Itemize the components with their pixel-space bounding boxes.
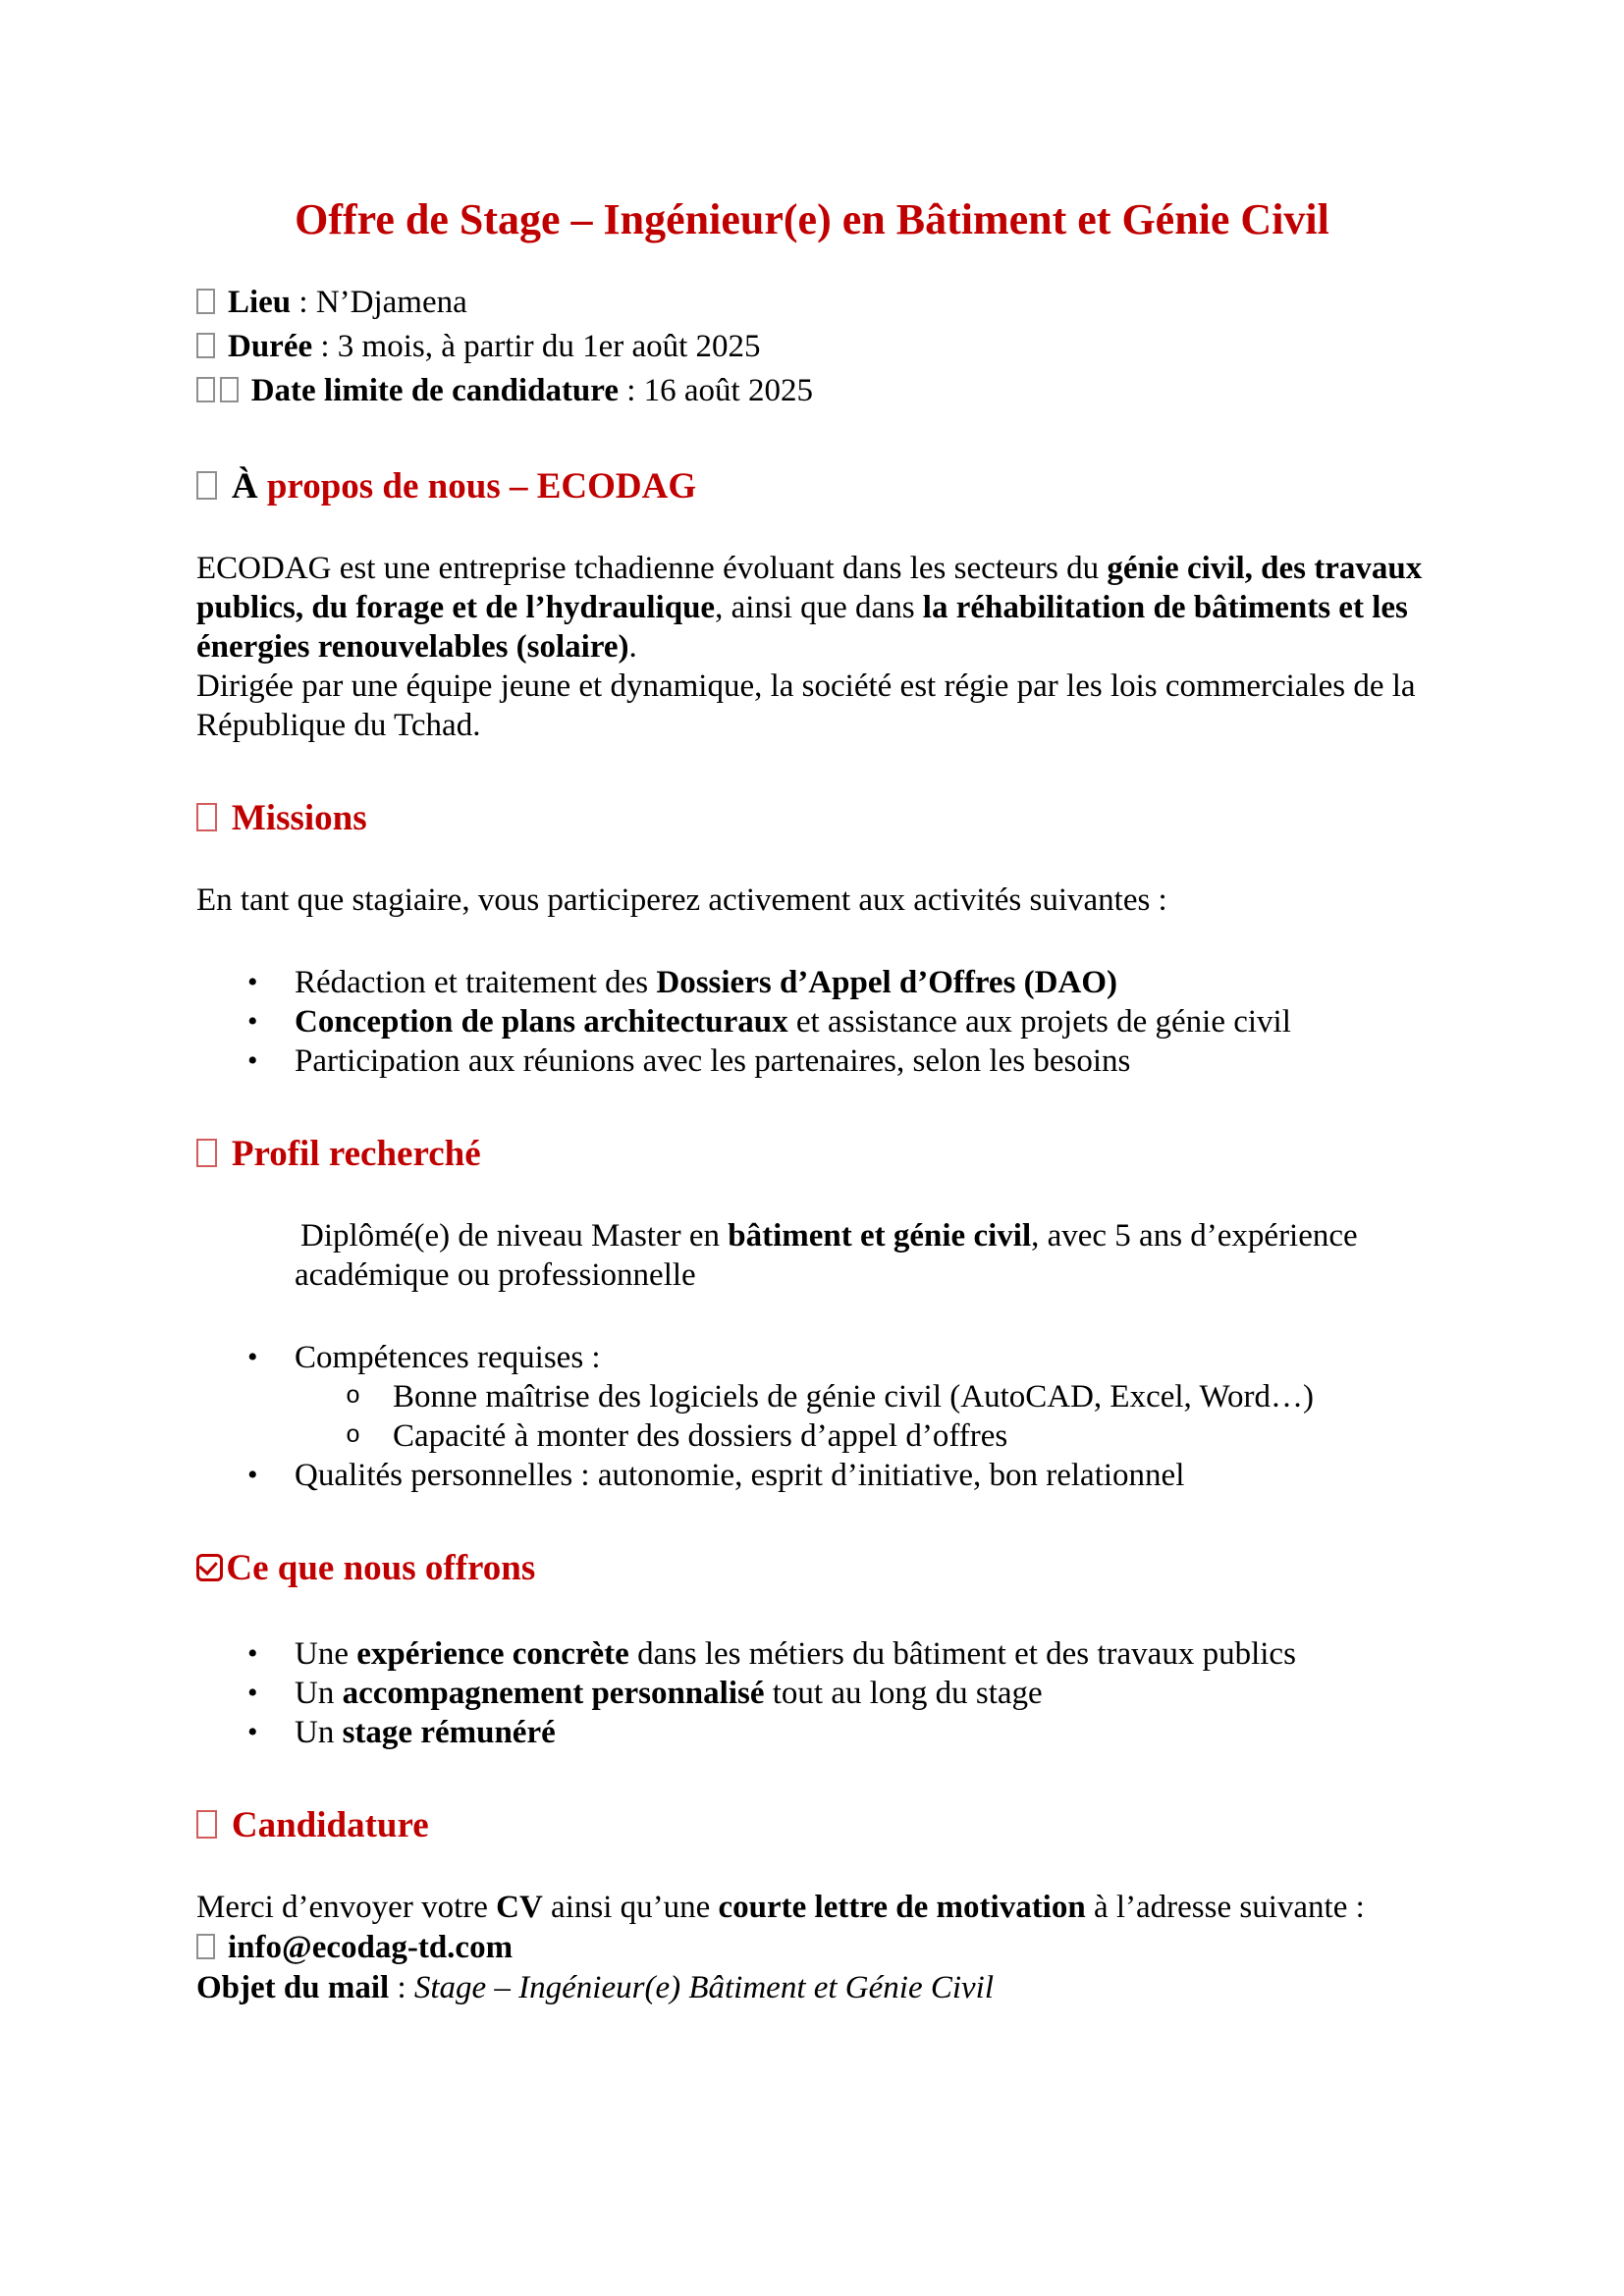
section-heading-missions (196, 796, 1428, 841)
missing-glyph-box-icon (220, 377, 239, 402)
text-run: Bonne maîtrise des logiciels de génie civil (AutoCAD, Excel, Word…) (393, 1379, 1314, 1415)
text-run: Dossiers d’Appel d’Offres (DAO) (656, 965, 1117, 1000)
text-run: ainsi qu’une (542, 1890, 719, 1925)
text-run: Profil recherché (222, 1134, 481, 1174)
text-run (220, 329, 228, 364)
text-run: Participation aux réunions avec les partenaires, selon les besoins (295, 1043, 1131, 1079)
candidature-line-objet (196, 1968, 1428, 2008)
bullet-dot-icon: • (247, 1716, 258, 1748)
list-item (196, 1634, 1428, 1674)
bullet-dot-icon: • (247, 1005, 258, 1038)
text-run (243, 373, 250, 408)
text-run: À (231, 466, 267, 507)
list-item-text (295, 1636, 1296, 1672)
text-run: Dirigée par une équipe jeune et dynamique, la société est régie par les lois commerciales de la République du Tchad. (196, 668, 1416, 743)
text-run: et assistance aux projets de génie civil (787, 1004, 1291, 1040)
text-run: : N’Djamena (291, 285, 467, 320)
text-run: Objet du mail (196, 1970, 390, 2005)
text-run: : 16 août 2025 (618, 373, 813, 408)
missions-intro-block (196, 881, 1428, 920)
bullet-dot-icon: • (247, 1637, 258, 1670)
list-item-text (295, 1043, 1130, 1079)
text-run: Date limite de candidature (250, 373, 619, 408)
list-item-text (295, 1676, 1043, 1711)
list-item (196, 963, 1428, 1002)
list-item (196, 1674, 1428, 1713)
text-run: expérience concrète (356, 1636, 629, 1672)
text-run: : 3 mois, à partir du 1er août 2025 (312, 329, 761, 364)
text-run: Durée (227, 329, 313, 364)
missions-bullet-list (196, 963, 1428, 1081)
checked-checkbox-icon (196, 1554, 223, 1580)
offres-bullet-list (196, 1634, 1428, 1752)
text-run: Un (295, 1715, 343, 1750)
profil-paragraph (295, 1216, 1428, 1295)
list-item (196, 1713, 1428, 1752)
about-paragraphs (196, 549, 1428, 745)
text-run: tout au long du stage (764, 1676, 1043, 1711)
list-item (196, 1456, 1428, 1495)
text-run: bâtiment et génie civil (728, 1218, 1032, 1254)
text-run: Rédaction et traitement des (295, 965, 657, 1000)
text-run: Une (295, 1636, 357, 1672)
bullet-dot-icon: • (247, 1677, 258, 1709)
text-run: , ainsi que dans (715, 590, 923, 625)
list-item-text (295, 965, 1117, 1000)
missing-glyph-box-icon (196, 1810, 217, 1840)
text-run: courte lettre de motivation (718, 1890, 1086, 1925)
missing-glyph-box-icon (196, 333, 215, 358)
text-run (220, 285, 228, 320)
list-item (196, 1377, 1428, 1416)
meta-line-date-limite (196, 369, 1428, 413)
bullet-dot-icon: • (247, 966, 258, 998)
missing-glyph-box-icon (196, 289, 215, 314)
bullet-circle-icon: o (346, 1421, 361, 1450)
about-paragraph-2 (196, 667, 1428, 745)
text-run: accompagnement personnalisé (342, 1676, 765, 1711)
text-run: Un (295, 1676, 343, 1711)
section-heading-profil (196, 1132, 1428, 1177)
text-run: Merci d’envoyer votre (196, 1890, 497, 1925)
meta-line-duree (196, 325, 1428, 369)
section-heading-ce-que-nous-offrons (196, 1546, 1428, 1591)
list-item-text (393, 1418, 1007, 1454)
meta-line-lieu (196, 281, 1428, 325)
list-item (196, 1002, 1428, 1041)
text-run: Candidature (222, 1805, 429, 1845)
text-run: dans les métiers du bâtiment et des travaux publics (628, 1636, 1296, 1672)
text-run: propos de nous – ECODAG (266, 466, 697, 507)
candidature-line-intro (196, 1888, 1428, 1928)
text-run: info@ecodag-td.com (227, 1930, 514, 1965)
text-run: la réhabilitation de bâtiments et les énergies renouvelables (solaire) (196, 590, 1408, 665)
text-run: stage rémunéré (342, 1715, 556, 1750)
missions-intro: En tant que stagiaire, vous participerez activement aux activités suivantes : (196, 882, 1167, 918)
text-run: CV (496, 1890, 543, 1925)
section-heading-candidature (196, 1803, 1428, 1848)
about-paragraph-1 (196, 549, 1428, 667)
missing-glyph-box-icon (196, 1934, 215, 1959)
text-run: génie civil, des travaux publics, du forage et de l’hydraulique (196, 551, 1423, 625)
meta-block (196, 281, 1428, 413)
profil-bullet-list (196, 1338, 1428, 1495)
text-run (220, 1930, 228, 1965)
missing-glyph-box-icon (196, 1139, 217, 1168)
text-run: Ce que nous offrons (226, 1548, 536, 1588)
missing-glyph-box-icon (196, 803, 217, 832)
text-run: Stage – Ingénieur(e) Bâtiment et Génie Civil (413, 1970, 995, 2005)
text-run: Missions (222, 798, 367, 838)
list-item-text (295, 1004, 1291, 1040)
text-run: , avec 5 ans d’expérience académique ou professionnelle (295, 1218, 1358, 1293)
bullet-circle-icon: o (346, 1382, 361, 1411)
text-run: Qualités personnelles : autonomie, esprit d’initiative, bon relationnel (295, 1458, 1185, 1493)
text-run: Lieu (227, 285, 292, 320)
page-title: Offre de Stage – Ingénieur(e) en Bâtiment et Génie Civil (295, 195, 1329, 243)
list-item-text (295, 1340, 601, 1375)
text-run: : (389, 1970, 414, 2005)
candidature-line-email (196, 1928, 1428, 1968)
bullet-dot-icon: • (247, 1044, 258, 1077)
list-item (196, 1338, 1428, 1377)
bullet-dot-icon: • (247, 1459, 258, 1491)
list-item-text (393, 1379, 1314, 1415)
text-run: Capacité à monter des dossiers d’appel d’offres (393, 1418, 1008, 1454)
text-run: . (628, 629, 637, 665)
text-run: Conception de plans architecturaux (295, 1004, 788, 1040)
missing-glyph-box-icon (196, 471, 217, 501)
candidature-block (196, 1888, 1428, 2008)
list-item-text (295, 1458, 1184, 1493)
missing-glyph-box-icon (196, 377, 215, 402)
list-item (196, 1416, 1428, 1456)
bullet-dot-icon: • (247, 1341, 258, 1373)
list-item-text (295, 1715, 556, 1750)
text-run: Compétences requises : (295, 1340, 601, 1375)
text-run (223, 466, 232, 507)
text-run: Diplômé(e) de niveau Master en (300, 1218, 729, 1254)
list-item (196, 1041, 1428, 1081)
text-run: ECODAG est une entreprise tchadienne évoluant dans les secteurs du (196, 551, 1108, 586)
section-heading-a-propos (196, 464, 1428, 509)
text-run: à l’adresse suivante : (1085, 1890, 1365, 1925)
